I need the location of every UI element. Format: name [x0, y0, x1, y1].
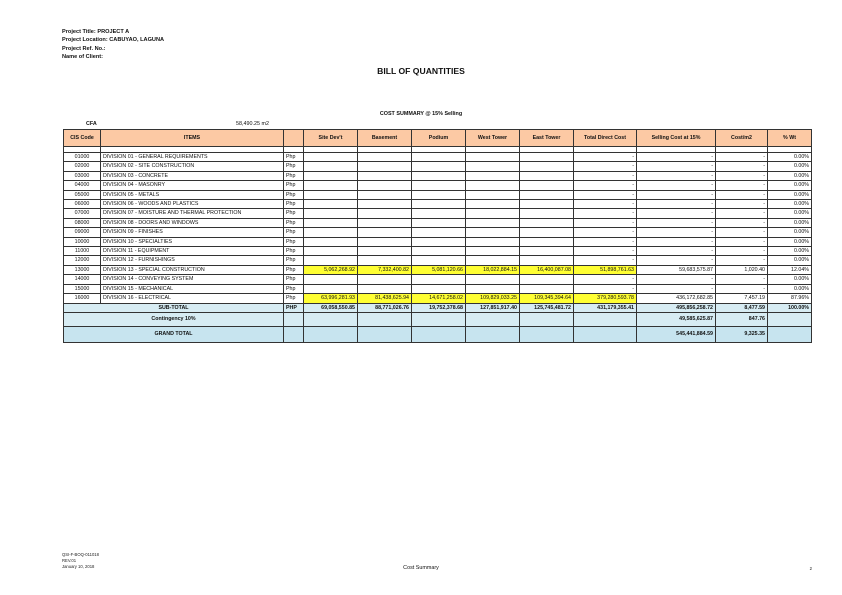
- row-item: DIVISION 03 - CONCRETE: [101, 171, 284, 180]
- row-east: [520, 153, 574, 162]
- table-row: [64, 265, 812, 274]
- project-title: Project Title: PROJECT A: [62, 29, 130, 35]
- row-east: [520, 284, 574, 293]
- contingency-costm2: 847.76: [716, 312, 768, 326]
- row-wt: 0.00%: [768, 275, 812, 284]
- row-total: -: [574, 247, 637, 256]
- row-unit: Php: [284, 294, 304, 303]
- row-costm2: 1,020.40: [716, 265, 768, 274]
- cfa-label: CFA: [86, 121, 97, 127]
- row-unit: Php: [284, 247, 304, 256]
- row-site: 5,062,268.92: [304, 265, 358, 274]
- row-east: [520, 275, 574, 284]
- row-wt: 0.00%: [768, 190, 812, 199]
- col-site-dev: Site Dev't: [304, 130, 358, 147]
- document-title: BILL OF QUANTITIES: [377, 66, 465, 76]
- row-basement: [358, 237, 412, 246]
- row-total: -: [574, 228, 637, 237]
- row-code: 05000: [64, 190, 101, 199]
- row-podium: [412, 228, 466, 237]
- row-basement: [358, 247, 412, 256]
- row-total: -: [574, 218, 637, 227]
- grand-total-label: GRAND TOTAL: [64, 326, 284, 342]
- row-selling: -: [637, 209, 716, 218]
- row-code: 06000: [64, 200, 101, 209]
- row-west: [466, 237, 520, 246]
- row-site: [304, 209, 358, 218]
- row-selling: -: [637, 275, 716, 284]
- row-costm2: -: [716, 171, 768, 180]
- row-costm2: -: [716, 218, 768, 227]
- row-podium: [412, 275, 466, 284]
- table-row: [64, 190, 812, 199]
- table-body: [64, 147, 812, 304]
- footer-page-number: 2: [809, 566, 812, 571]
- col-items: ITEMS: [101, 130, 284, 147]
- row-basement: [358, 284, 412, 293]
- row-selling: -: [637, 284, 716, 293]
- row-east: [520, 209, 574, 218]
- table-row: [64, 237, 812, 246]
- row-code: 09000: [64, 228, 101, 237]
- row-east: 109,345,394.64: [520, 294, 574, 303]
- row-code: 13000: [64, 265, 101, 274]
- row-west: [466, 162, 520, 171]
- row-west: 18,022,884.15: [466, 265, 520, 274]
- subtotal-label: SUB-TOTAL: [64, 303, 284, 312]
- row-total: -: [574, 275, 637, 284]
- row-wt: 0.00%: [768, 153, 812, 162]
- cfa-unit: m2: [261, 121, 269, 127]
- row-item: DIVISION 09 - FINISHES: [101, 228, 284, 237]
- subtotal-wt: 100.00%: [768, 303, 812, 312]
- row-site: [304, 190, 358, 199]
- row-site: [304, 256, 358, 265]
- row-unit: Php: [284, 209, 304, 218]
- row-total: -: [574, 162, 637, 171]
- row-east: [520, 162, 574, 171]
- table-row: [64, 247, 812, 256]
- row-costm2: -: [716, 284, 768, 293]
- row-site: [304, 181, 358, 190]
- row-item: DIVISION 13 - SPECIAL CONSTRUCTION: [101, 265, 284, 274]
- row-wt: 0.00%: [768, 200, 812, 209]
- row-site: [304, 237, 358, 246]
- row-wt: 87.96%: [768, 294, 812, 303]
- row-total: -: [574, 153, 637, 162]
- col-total-direct-cost: Total Direct Cost: [574, 130, 637, 147]
- row-wt: 0.00%: [768, 228, 812, 237]
- row-wt: 0.00%: [768, 256, 812, 265]
- row-total: -: [574, 284, 637, 293]
- row-east: [520, 190, 574, 199]
- row-code: 01000: [64, 153, 101, 162]
- table-header-row: [64, 130, 812, 147]
- row-unit: Php: [284, 256, 304, 265]
- row-code: 15000: [64, 284, 101, 293]
- subtotal-podium: 19,752,378.68: [412, 303, 466, 312]
- row-costm2: -: [716, 228, 768, 237]
- row-wt: 12.04%: [768, 265, 812, 274]
- row-item: DIVISION 15 - MECHANICAL: [101, 284, 284, 293]
- subtotal-basement: 88,771,026.76: [358, 303, 412, 312]
- row-west: [466, 190, 520, 199]
- row-west: [466, 171, 520, 180]
- row-costm2: -: [716, 256, 768, 265]
- row-unit: Php: [284, 200, 304, 209]
- row-wt: 0.00%: [768, 218, 812, 227]
- row-total: 51,898,761.63: [574, 265, 637, 274]
- row-basement: [358, 153, 412, 162]
- row-unit: Php: [284, 190, 304, 199]
- row-unit: Php: [284, 284, 304, 293]
- row-item: DIVISION 14 - CONVEYING SYSTEM: [101, 275, 284, 284]
- row-selling: -: [637, 190, 716, 199]
- col-unit: [284, 130, 304, 147]
- row-costm2: -: [716, 237, 768, 246]
- grand-total-row: [64, 326, 812, 342]
- subtotal-selling: 495,856,258.72: [637, 303, 716, 312]
- row-selling: -: [637, 218, 716, 227]
- row-site: [304, 162, 358, 171]
- col-podium: Podium: [412, 130, 466, 147]
- table-row: [64, 153, 812, 162]
- project-ref: Project Ref. No.:: [62, 45, 106, 52]
- row-costm2: -: [716, 190, 768, 199]
- row-podium: [412, 209, 466, 218]
- row-basement: [358, 162, 412, 171]
- table-row: [64, 200, 812, 209]
- row-code: 07000: [64, 209, 101, 218]
- row-podium: 14,671,258.02: [412, 294, 466, 303]
- row-podium: [412, 247, 466, 256]
- row-item: DIVISION 11 - EQUIPMENT: [101, 247, 284, 256]
- row-podium: [412, 284, 466, 293]
- row-code: 12000: [64, 256, 101, 265]
- row-wt: 0.00%: [768, 284, 812, 293]
- subtotal-total: 431,179,355.41: [574, 303, 637, 312]
- row-wt: 0.00%: [768, 181, 812, 190]
- footer-sheet-name: Cost Summary: [403, 565, 439, 571]
- grand-total-selling: 545,441,884.59: [637, 326, 716, 342]
- subtotal-east: 125,745,481.72: [520, 303, 574, 312]
- row-site: [304, 200, 358, 209]
- row-podium: [412, 190, 466, 199]
- row-basement: [358, 218, 412, 227]
- row-selling: -: [637, 171, 716, 180]
- row-selling: -: [637, 247, 716, 256]
- row-podium: [412, 162, 466, 171]
- contingency-label: Contingency 10%: [64, 312, 284, 326]
- row-east: [520, 218, 574, 227]
- row-unit: Php: [284, 218, 304, 227]
- footer-date: January 10, 2018: [62, 564, 95, 569]
- row-podium: 5,081,120.66: [412, 265, 466, 274]
- row-east: [520, 181, 574, 190]
- table-totals: [64, 303, 812, 342]
- cfa-value: [236, 121, 269, 127]
- row-unit: Php: [284, 181, 304, 190]
- row-basement: [358, 190, 412, 199]
- row-code: 08000: [64, 218, 101, 227]
- row-podium: [412, 256, 466, 265]
- row-wt: 0.00%: [768, 209, 812, 218]
- row-west: [466, 247, 520, 256]
- col-east-tower: East Tower: [520, 130, 574, 147]
- row-selling: -: [637, 237, 716, 246]
- row-site: 63,996,281.93: [304, 294, 358, 303]
- row-site: [304, 247, 358, 256]
- footer-doc-code: QSI-F-BOQ-011018: [62, 552, 99, 557]
- row-wt: 0.00%: [768, 171, 812, 180]
- cost-summary-table: [63, 129, 812, 343]
- table-row: [64, 284, 812, 293]
- row-podium: [412, 153, 466, 162]
- row-costm2: -: [716, 162, 768, 171]
- row-east: [520, 247, 574, 256]
- row-item: DIVISION 16 - ELECTRICAL: [101, 294, 284, 303]
- table-row: [64, 228, 812, 237]
- col-weight: % Wt: [768, 130, 812, 147]
- row-wt: 0.00%: [768, 162, 812, 171]
- row-east: 16,400,087.08: [520, 265, 574, 274]
- row-total: -: [574, 190, 637, 199]
- row-site: [304, 218, 358, 227]
- subtotal-costm2: 8,477.59: [716, 303, 768, 312]
- row-west: [466, 209, 520, 218]
- row-total: -: [574, 181, 637, 190]
- col-cost-per-m2: Cost/m2: [716, 130, 768, 147]
- row-podium: [412, 171, 466, 180]
- row-costm2: -: [716, 247, 768, 256]
- row-basement: [358, 181, 412, 190]
- row-wt: 0.00%: [768, 237, 812, 246]
- row-basement: [358, 256, 412, 265]
- row-item: DIVISION 02 - SITE CONSTRUCTION: [101, 162, 284, 171]
- row-unit: Php: [284, 275, 304, 284]
- table-row: [64, 181, 812, 190]
- row-costm2: -: [716, 209, 768, 218]
- row-code: 11000: [64, 247, 101, 256]
- row-west: [466, 228, 520, 237]
- col-selling-cost: Selling Cost at 15%: [637, 130, 716, 147]
- row-total: -: [574, 200, 637, 209]
- row-basement: 7,332,400.82: [358, 265, 412, 274]
- row-code: 02000: [64, 162, 101, 171]
- row-code: 16000: [64, 294, 101, 303]
- grand-total-costm2: 9,325.35: [716, 326, 768, 342]
- row-site: [304, 275, 358, 284]
- row-basement: [358, 200, 412, 209]
- row-unit: Php: [284, 153, 304, 162]
- row-unit: Php: [284, 162, 304, 171]
- row-code: 14000: [64, 275, 101, 284]
- row-basement: [358, 275, 412, 284]
- row-total: -: [574, 171, 637, 180]
- row-total: 379,280,593.78: [574, 294, 637, 303]
- contingency-row: [64, 312, 812, 326]
- col-basement: Basement: [358, 130, 412, 147]
- row-selling: -: [637, 256, 716, 265]
- row-code: 10000: [64, 237, 101, 246]
- row-west: [466, 200, 520, 209]
- subtotal-unit: PHP: [284, 303, 304, 312]
- row-podium: [412, 218, 466, 227]
- row-code: 03000: [64, 171, 101, 180]
- cost-summary-subtitle: COST SUMMARY @ 15% Selling: [379, 111, 463, 117]
- subtotal-site: 69,058,550.85: [304, 303, 358, 312]
- row-selling: 436,172,682.85: [637, 294, 716, 303]
- project-location: Project Location: CABUYAO, LAGUNA: [62, 37, 165, 44]
- col-cis-code: CIS Code: [64, 130, 101, 147]
- table-row: [64, 209, 812, 218]
- contingency-selling: 49,585,625.87: [637, 312, 716, 326]
- row-site: [304, 228, 358, 237]
- row-east: [520, 200, 574, 209]
- row-selling: -: [637, 162, 716, 171]
- row-west: [466, 218, 520, 227]
- footer-rev: REV.01: [62, 558, 77, 563]
- row-item: DIVISION 04 - MASONRY: [101, 181, 284, 190]
- project-header: [62, 28, 164, 62]
- row-costm2: -: [716, 200, 768, 209]
- table-row: [64, 275, 812, 284]
- row-total: -: [574, 209, 637, 218]
- table-row: [64, 171, 812, 180]
- row-costm2: -: [716, 153, 768, 162]
- row-west: 109,829,033.25: [466, 294, 520, 303]
- row-east: [520, 256, 574, 265]
- row-item: DIVISION 05 - METALS: [101, 190, 284, 199]
- row-selling: -: [637, 228, 716, 237]
- row-unit: Php: [284, 228, 304, 237]
- row-item: DIVISION 07 - MOISTURE AND THERMAL PROTECTION: [101, 209, 284, 218]
- row-code: 04000: [64, 181, 101, 190]
- row-podium: [412, 181, 466, 190]
- subtotal-west: 127,851,917.40: [466, 303, 520, 312]
- table-row: [64, 294, 812, 303]
- row-total: -: [574, 256, 637, 265]
- row-wt: 0.00%: [768, 247, 812, 256]
- row-basement: [358, 209, 412, 218]
- row-east: [520, 171, 574, 180]
- row-site: [304, 153, 358, 162]
- row-unit: Php: [284, 265, 304, 274]
- row-unit: Php: [284, 171, 304, 180]
- row-costm2: -: [716, 181, 768, 190]
- row-item: DIVISION 10 - SPECIALTIES: [101, 237, 284, 246]
- cfa-amount: 58,490.25: [236, 121, 260, 127]
- row-west: [466, 275, 520, 284]
- client-name: Name of Client:: [62, 54, 104, 61]
- table-row: [64, 218, 812, 227]
- row-west: [466, 153, 520, 162]
- row-item: DIVISION 01 - GENERAL REQUIREMENTS: [101, 153, 284, 162]
- table-row: [64, 256, 812, 265]
- subtotal-row: [64, 303, 812, 312]
- row-selling: -: [637, 153, 716, 162]
- row-basement: [358, 228, 412, 237]
- row-west: [466, 284, 520, 293]
- row-site: [304, 171, 358, 180]
- row-basement: [358, 171, 412, 180]
- row-item: DIVISION 12 - FURNISHINGS: [101, 256, 284, 265]
- row-total: -: [574, 237, 637, 246]
- row-costm2: 7,457.19: [716, 294, 768, 303]
- col-west-tower: West Tower: [466, 130, 520, 147]
- row-podium: [412, 237, 466, 246]
- row-item: DIVISION 06 - WOODS AND PLASTICS: [101, 200, 284, 209]
- row-east: [520, 228, 574, 237]
- row-costm2: -: [716, 275, 768, 284]
- row-selling: -: [637, 181, 716, 190]
- row-item: DIVISION 08 - DOORS AND WINDOWS: [101, 218, 284, 227]
- row-west: [466, 256, 520, 265]
- row-selling: -: [637, 200, 716, 209]
- row-podium: [412, 200, 466, 209]
- row-west: [466, 181, 520, 190]
- row-site: [304, 284, 358, 293]
- row-basement: 81,438,625.94: [358, 294, 412, 303]
- row-unit: Php: [284, 237, 304, 246]
- table-row: [64, 162, 812, 171]
- row-selling: 59,683,575.87: [637, 265, 716, 274]
- row-east: [520, 237, 574, 246]
